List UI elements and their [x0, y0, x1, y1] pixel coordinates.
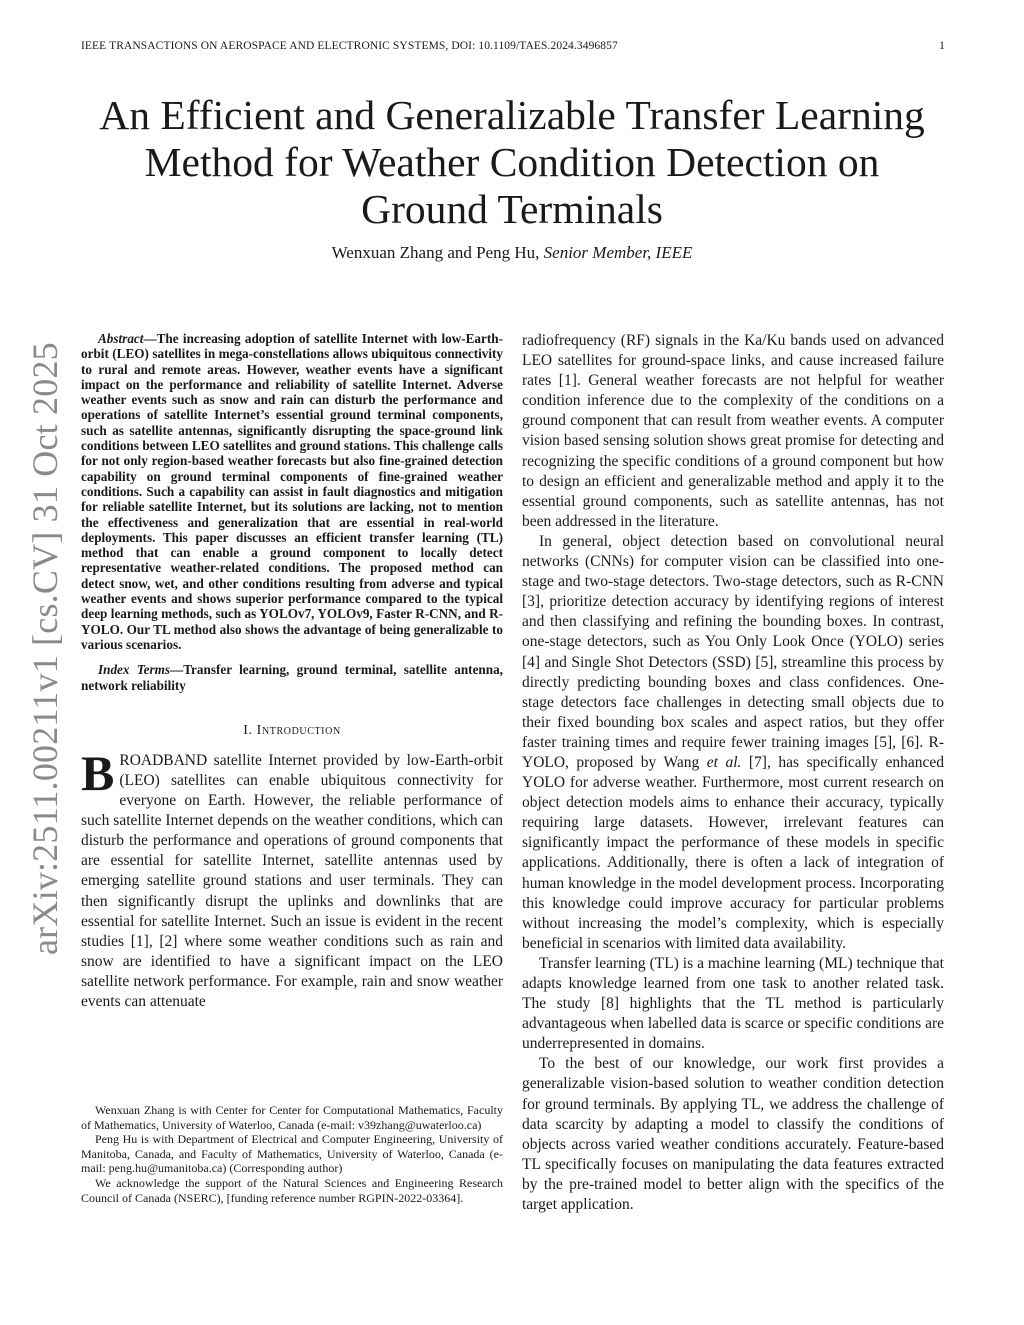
- right-paragraph-2: [522, 532, 944, 954]
- arxiv-stamp: arXiv:2511.00211v1 [cs.CV] 31 Oct 2025: [25, 342, 65, 955]
- index-terms-label: Index Terms: [98, 662, 171, 678]
- footnote-funding: We acknowledge the support of the Natural Sciences and Engineering Research Council of Canada (NSERC), [funding reference number RGPIN-2022-03364].: [81, 1175, 503, 1205]
- footnote-author-1: Wenxuan Zhang is with Center for Center for Computational Mathematics, Faculty of Mathematics, University of Waterloo, Canada (e-mail: v39zhang@uwaterloo.ca): [81, 1103, 503, 1132]
- footnotes: [81, 1103, 503, 1205]
- abstract-label: Abstract: [98, 331, 144, 346]
- index-terms-text: —Transfer learning, ground terminal, satellite antenna, network reliability: [81, 662, 503, 693]
- abstract-text: —The increasing adoption of satellite Internet with low-Earth-orbit (LEO) satellites in mega-constellations allows ubiquitous connectivity to rural and remote areas. However, weather events have a significant impact on the performance and reliability of satellite Internet. Adverse weather events such as snow and rain can disturb the performance and operations of satellite Internet’s essential ground terminal components, such as satellite antennas, significantly disrupting the space-ground link conditions between LEO satellites and ground stations. This challenge calls for not only region-based weather forecasts but also fine-grained detection capability on ground terminal components of fine-grained weather conditions. Such a capability can assist in fault diagnostics and mitigation for reliable satellite Internet, but its solutions are lacking, not to mention the effectiveness and generalization that are essential in real-world deployments. This paper discusses an efficient transfer learning (TL) method that can enable a ground component to locally detect representative weather-related conditions. The proposed method can detect snow, wet, and other conditions resulting from adverse and typical weather events and shows superior performance compared to the typical deep learning methods, such as YOLOv7, YOLOv9, Faster R-CNN, and R-YOLO. Our TL method also shows the advantage of being generalizable to various scenarios.: [81, 331, 503, 652]
- index-terms: [81, 662, 503, 693]
- left-column: [81, 331, 503, 1012]
- right-column: [522, 331, 944, 1215]
- journal-header: IEEE TRANSACTIONS ON AEROSPACE AND ELECTRONIC SYSTEMS, DOI: 10.1109/TAES.2024.3496857: [81, 40, 618, 52]
- running-header: [81, 40, 945, 56]
- abstract: [81, 331, 503, 652]
- author-names: Wenxuan Zhang and Peng Hu,: [331, 243, 544, 262]
- right-paragraph-4: To the best of our knowledge, our work first provides a generalizable vision-based solution to weather condition detection for ground terminals. By applying TL, we address the challenge of data scarcity by adapting a model to classify the conditions of objects across varied weather conditions accurately. Feature-based TL specifically focuses on manipulating the data features extracted by the pre-trained model to better align with the specifics of the target application.: [522, 1055, 944, 1214]
- intro-paragraph-1: [81, 744, 503, 1012]
- right-paragraph-1: radiofrequency (RF) signals in the Ka/Ku bands used on advanced LEO satellites for ground-space links, and cause increased failure rates [1]. General weather forecasts are not helpful for weather condition inference due to the complexity of the conditions on a ground component that can result from weather events. A computer vision based sensing solution shows great promise for detecting and recognizing the specific conditions of a ground component but how to design an efficient and generalizable method and apply it to the essential ground components, such as satellite antennas, has not been addressed in the literature.: [522, 332, 944, 530]
- footnote-author-2: Peng Hu is with Department of Electrical and Computer Engineering, University of Manitoba, Canada, and Faculty of Mathematics, University of Waterloo, Canada (e-mail: peng.hu@umanitoba.ca) (Corresponding author): [81, 1132, 503, 1176]
- right-paragraph-2-end: [7], has specifically enhanced YOLO for adverse weather. Furthermore, most current research on object detection models aims to enhance their accuracy, typically requiring large datasets. However, irrelevant features can significantly impact the performance of these models in specific applications. Additionally, there is often a lack of integration of human knowledge in the model development process. Incorporating this knowledge could improve accuracy for particular problems without increasing the model’s complexity, which is especially beneficial in scenarios with limited data availability.: [522, 753, 944, 952]
- page-number: 1: [939, 40, 945, 52]
- et-al: et al.: [706, 753, 742, 771]
- right-paragraph-2-text: In general, object detection based on convolutional neural networks (CNNs) for computer vision can be classified into one-stage and two-stage detectors. Two-stage detectors, such as R-CNN [3], prioritize detection accuracy by identifying regions of interest and then classifying and refining the bounding boxes. In contrast, one-stage detectors, such as You Only Look Once (YOLO) series [4] and Single Shot Detectors (SSD) [5], streamline this process by directly predicting bounding boxes and class confidences. One-stage detectors face challenges in detecting small objects due to their fixed bounding box scales and aspect ratios, but they offer faster training times and require fewer training images [5], [6]. R-YOLO, proposed by Wang: [522, 532, 944, 771]
- author-role: Senior Member, IEEE: [543, 243, 693, 262]
- section-heading-introduction: I. Introduction: [243, 722, 341, 738]
- paper-title: An Efficient and Generalizable Transfer Learning Method for Weather Condition Detection on Ground Terminals: [99, 92, 925, 232]
- author-line: [80, 243, 944, 263]
- right-paragraph-3: Transfer learning (TL) is a machine learning (ML) technique that adapts knowledge learned from one task to another related task. The study [8] highlights that the TL method is particularly advantageous when labelled data is scarce or specific conditions are underrepresented in domains.: [522, 954, 944, 1053]
- intro-paragraph-1-text: ROADBAND satellite Internet provided by low-Earth-orbit (LEO) satellites can enable ubiquitous connectivity for everyone on Earth. However, the reliable performance of such satellite Internet depends on the weather conditions, which can disturb the performance and operations of ground components that are essential for satellite Internet, satellite antennas used by emerging satellite ground stations and user terminals. They can then significantly disrupt the uplinks and downlinks that are essential for satellite Internet. Such an issue is evident in the recent studies [1], [2] where some weather conditions such as rain and snow are identified to have a significant impact on the LEO satellite network performance. For example, rain and snow weather events can attenuate: [81, 751, 503, 1011]
- drop-cap: B: [81, 744, 115, 801]
